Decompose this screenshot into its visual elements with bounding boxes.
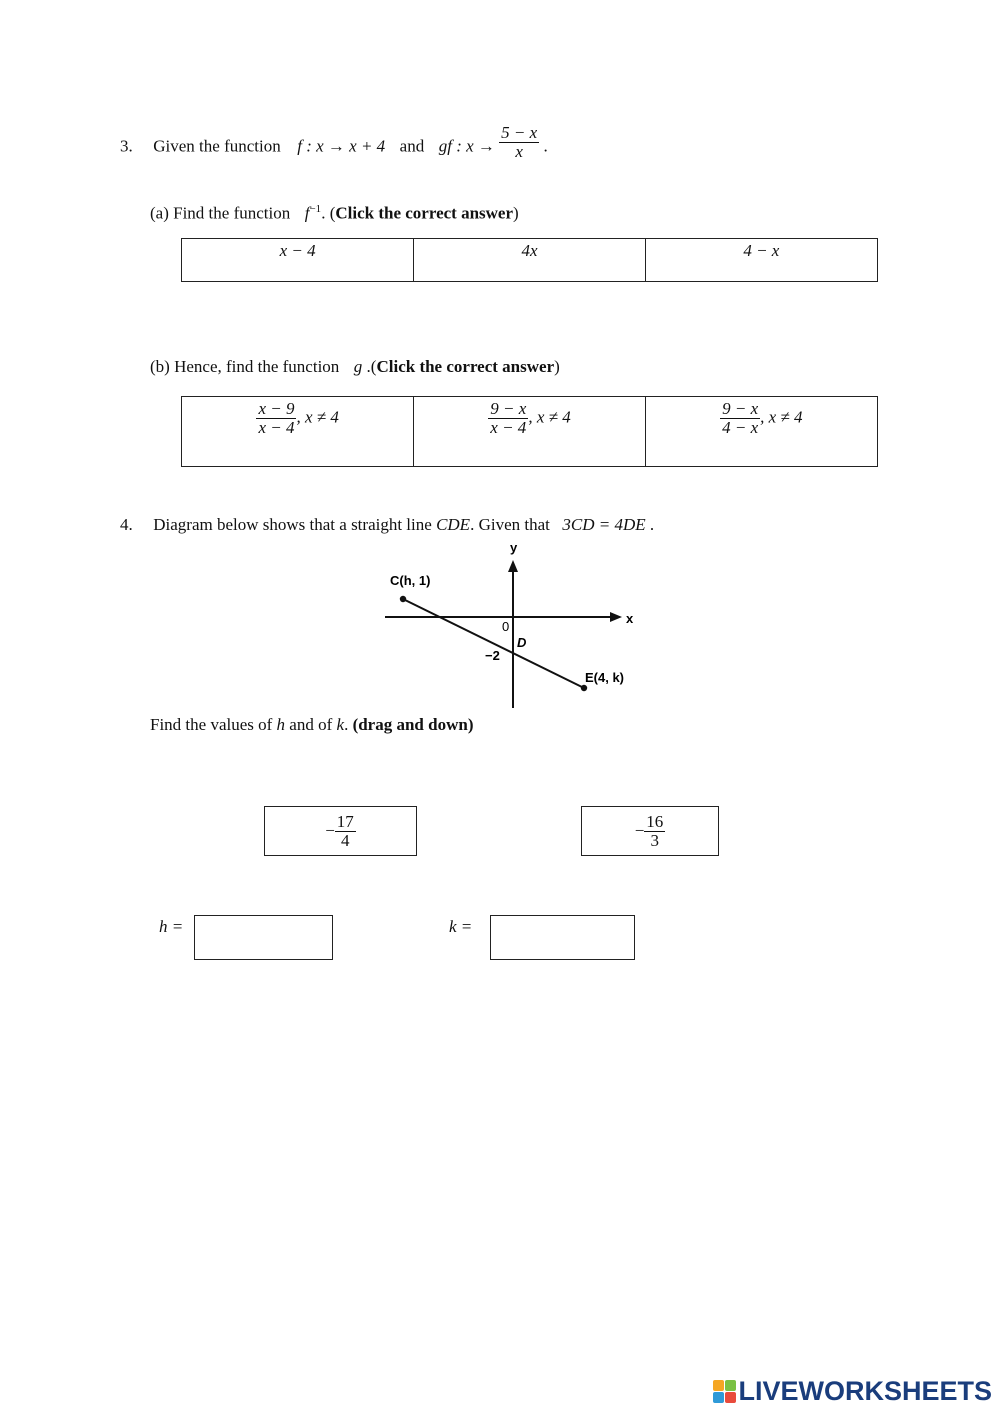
- x-axis-label: x: [626, 611, 634, 626]
- q3b-option-2-cond: , x ≠ 4: [528, 407, 571, 427]
- q3b-option-2-den: x − 4: [490, 418, 527, 437]
- y-axis-arrow: [508, 560, 518, 572]
- q3-number: 3.: [120, 136, 133, 156]
- x-axis-arrow: [610, 612, 622, 622]
- liveworksheets-brand: [713, 1376, 992, 1407]
- origin-label: 0: [502, 619, 510, 634]
- q3b-option-1-cond: , x ≠ 4: [296, 407, 339, 427]
- line-cde-diagram: [380, 538, 650, 713]
- q3b-prompt: [150, 356, 560, 378]
- q4-text: Diagram below shows that a straight line: [153, 515, 432, 534]
- q4-relation: 3CD = 4DE: [562, 515, 646, 534]
- q3a-option-3[interactable]: [645, 239, 877, 282]
- q3b-option-3-cond: , x ≠ 4: [760, 407, 803, 427]
- h-label: h =: [159, 917, 184, 936]
- drag-option-2-sign: −: [634, 821, 645, 840]
- q4-instruction: (drag and down): [352, 715, 474, 734]
- q4-and-of: and of: [289, 715, 333, 734]
- q3a-option-3-text: 4 − x: [743, 241, 780, 260]
- y-axis-label: y: [510, 540, 518, 555]
- q4-heading: [120, 514, 654, 536]
- q4-k: k: [336, 715, 345, 734]
- q4-given: . Given that: [470, 515, 550, 534]
- q3-and: and: [399, 136, 425, 156]
- k-label: k =: [449, 917, 473, 936]
- q3a-close: ): [513, 203, 519, 223]
- q3b-option-3-num: 9 − x: [722, 399, 759, 418]
- drag-option-1-sign: −: [325, 821, 335, 840]
- line-cde: [403, 599, 584, 688]
- q3b-close: ): [554, 357, 560, 376]
- q3b-text: Hence, find the function: [174, 357, 340, 376]
- q3b-option-1-den: x − 4: [258, 418, 295, 437]
- y-intercept-label: −2: [485, 648, 500, 663]
- drag-option-1-num: 17: [336, 811, 354, 831]
- drag-option-2-num: 16: [646, 811, 664, 831]
- logo-square-2: [725, 1380, 736, 1391]
- k-drop-box[interactable]: [490, 915, 635, 960]
- q3-period: .: [543, 136, 548, 156]
- q4-period: .: [649, 515, 655, 534]
- logo-square-1: [713, 1380, 724, 1391]
- q4-find-text: Find the values of: [150, 715, 273, 734]
- q3-heading: [120, 123, 548, 161]
- q4-line-name: CDE: [436, 515, 471, 534]
- q3-gf-num: 5 − x: [501, 123, 538, 142]
- q3a-option-1-text: x − 4: [279, 241, 316, 260]
- q4-find-prompt: [150, 714, 473, 736]
- q3b-after: .(: [366, 357, 377, 376]
- drag-option-1[interactable]: [264, 806, 417, 856]
- q3b-option-2-fraction: [488, 400, 528, 437]
- h-drop-box[interactable]: [194, 915, 333, 960]
- drag-option-1-den: 4: [341, 830, 350, 850]
- q3a-options-table: [181, 238, 878, 282]
- logo-square-3: [713, 1392, 724, 1403]
- brand-name: LIVEWORKSHEETS: [738, 1376, 992, 1406]
- q3b-option-3-den: 4 − x: [722, 418, 759, 437]
- q3b-option-2[interactable]: [414, 397, 645, 467]
- q3-gf-def: gf : x →: [438, 136, 495, 156]
- q3a-func: f: [304, 203, 310, 223]
- logo-square-4: [725, 1392, 736, 1403]
- q3b-option-1[interactable]: [182, 397, 414, 467]
- point-e-label: E(4, k): [585, 670, 625, 685]
- q3b-option-3[interactable]: [645, 397, 877, 467]
- q3b-option-1-num: x − 9: [258, 399, 295, 418]
- drag-option-2[interactable]: [581, 806, 719, 856]
- point-c: [400, 596, 406, 602]
- q4-h: h: [276, 715, 286, 734]
- q3-gf-fraction: [499, 124, 539, 161]
- drag-option-2-den: 3: [650, 830, 660, 850]
- q3b-option-2-num: 9 − x: [490, 399, 527, 418]
- q3a-text: Find the function: [173, 203, 291, 223]
- q3b-label: (b): [150, 357, 170, 376]
- q3a-option-1[interactable]: [182, 239, 414, 282]
- liveworksheets-logo-icon: [713, 1380, 736, 1403]
- q3-gf-den: x: [515, 142, 523, 161]
- q3b-func: g: [353, 357, 363, 376]
- q3a-instruction: Click the correct answer: [335, 203, 514, 223]
- q3a-label: (a): [150, 203, 169, 223]
- q3a-option-2[interactable]: [414, 239, 645, 282]
- q3b-option-1-fraction: [256, 400, 296, 437]
- q3-f-def: f : x → x + 4: [297, 136, 386, 156]
- q3-intro: Given the function: [153, 136, 281, 156]
- q4-find-period: .: [344, 715, 349, 734]
- drag-option-1-fraction: [335, 813, 356, 850]
- q3b-instruction: Click the correct answer: [376, 357, 555, 376]
- point-e: [581, 685, 587, 691]
- q3b-option-3-fraction: [720, 400, 760, 437]
- q3b-options-table: [181, 396, 878, 467]
- q3a-after: . (: [321, 203, 336, 223]
- drag-option-2-fraction: [644, 813, 665, 850]
- q4-number: 4.: [120, 515, 133, 534]
- point-c-label: C(h, 1): [390, 573, 431, 588]
- q3a-option-2-text: 4x: [521, 241, 538, 260]
- q3a-prompt: [150, 198, 519, 225]
- point-d-label: D: [517, 635, 527, 650]
- q3a-sup: −1: [309, 203, 322, 215]
